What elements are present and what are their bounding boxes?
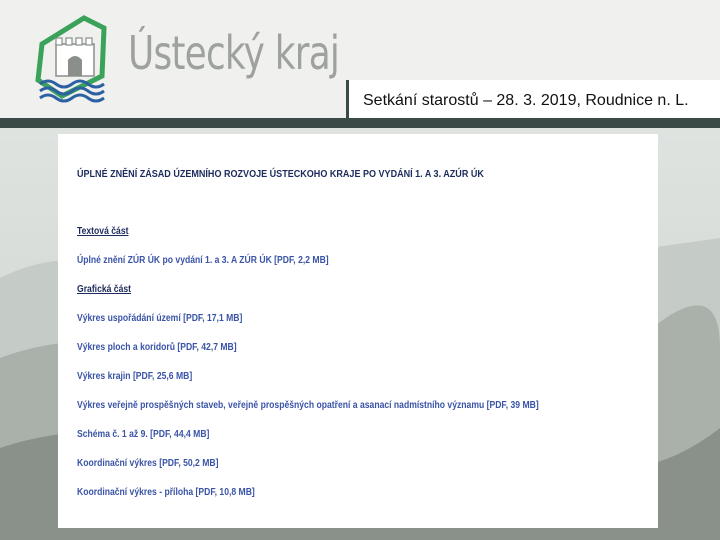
graphic-section-title: Grafická část [77,284,132,295]
link-full-text[interactable]: Úplné znění ZÚR ÚK po vydání 1. a 3. A ZÚR ÚK [PDF, 2,2 MB] [77,255,329,266]
link-drawing-public-works[interactable]: Výkres veřejně prospěšných staveb, veřejně prospěšných opatření a asanací nadmístního významu [PDF, 39 MB] [77,400,539,411]
link-coordination-drawing[interactable]: Koordinační výkres [PDF, 50,2 MB] [77,458,219,469]
link-drawing-layout[interactable]: Výkres uspořádání území [PDF, 17,1 MB] [77,313,243,324]
text-section-title: Textová část [77,226,129,237]
brand-name: Ústecký kraj [128,26,340,80]
link-drawing-areas[interactable]: Výkres ploch a koridorů [PDF, 42,7 MB] [77,342,237,353]
link-coordination-appendix[interactable]: Koordinační výkres - příloha [PDF, 10,8 MB] [77,487,255,498]
document-card [58,134,658,528]
header-divider [0,118,720,128]
document-heading: ÚPLNÉ ZNĚNÍ ZÁSAD ÚZEMNÍHO ROZVOJE ÚSTECKOHO KRAJE PO VYDÁNÍ 1. A 3. AZÚR ÚK [77,168,484,180]
header-banner [0,0,720,124]
coat-of-arms-logo-icon [32,14,112,104]
link-drawing-landscapes[interactable]: Výkres krajin [PDF, 25,6 MB] [77,371,193,382]
event-title: Setkání starostů – 28. 3. 2019, Roudnice n. L. [363,92,689,109]
link-schemes[interactable]: Schéma č. 1 až 9. [PDF, 44,4 MB] [77,429,210,440]
